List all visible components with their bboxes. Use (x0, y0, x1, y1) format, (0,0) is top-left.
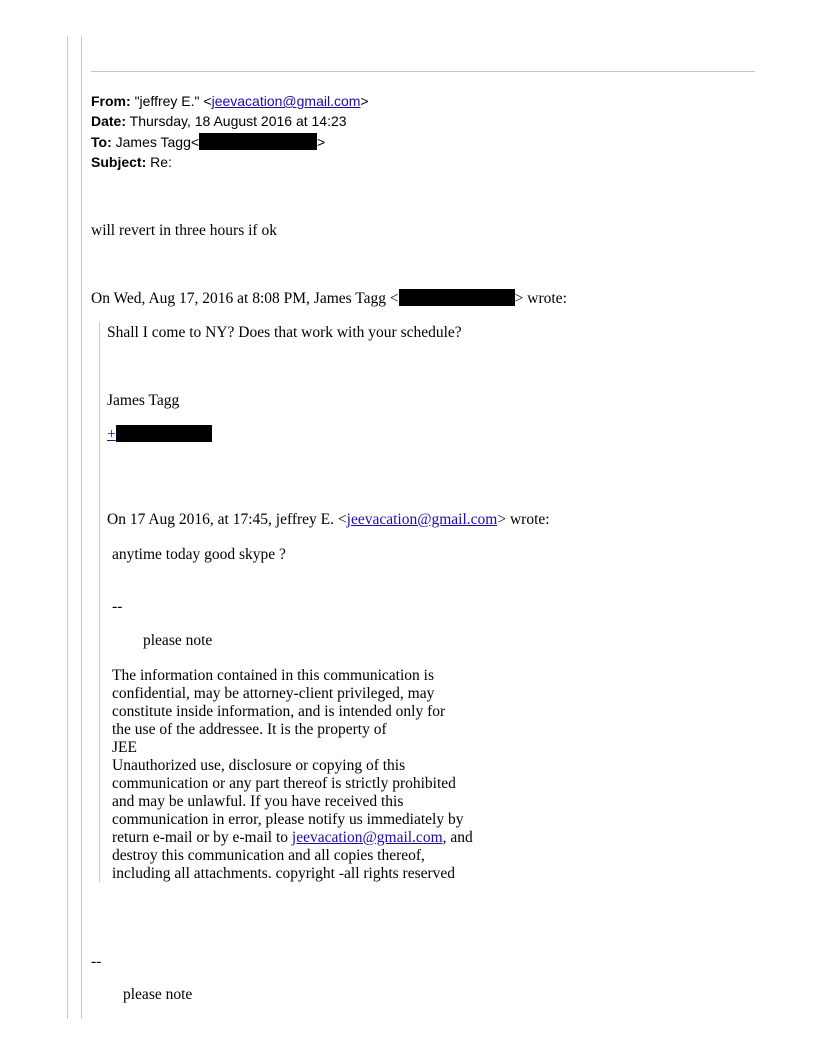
please-note: please note (143, 632, 213, 649)
from-line: From: "jeffrey E." <jeevacation@gmail.com> (91, 93, 369, 109)
phone-link[interactable]: + (107, 426, 116, 443)
date-line (91, 112, 347, 130)
subject-label: Subject: (91, 154, 147, 170)
quote2-email-link[interactable]: jeevacation@gmail.com (346, 511, 498, 528)
disclaimer (112, 667, 473, 883)
disclaimer-line: including all attachments. copyright -all rights reserved (112, 865, 456, 882)
disclaimer-line: the use of the addressee. It is the property of (112, 721, 387, 738)
disclaimer-line: confidential, may be attorney-client privileged, may (112, 685, 435, 702)
quote2-intro-after: > wrote: (497, 511, 550, 528)
reply-text: will revert in three hours if ok (91, 222, 277, 239)
disclaimer-email-link[interactable]: jeevacation@gmail.com (291, 829, 443, 846)
disclaimer-line: JEE (112, 739, 137, 756)
disclaimer-line: Unauthorized use, disclosure or copying of this (112, 757, 406, 774)
subject-value: Re: (150, 154, 172, 170)
quote-bar (99, 322, 100, 882)
disclaimer-line: destroy this communication and all copies thereof, (112, 847, 425, 864)
disclaimer-line: constitute inside information, and is intended only for (112, 703, 446, 720)
disclaimer-line: communication in error, please notify us immediately by (112, 811, 464, 828)
margin-line-left (67, 36, 68, 1019)
quote1-intro-after: > wrote: (514, 290, 567, 307)
footer-dash: -- (91, 953, 102, 970)
quote1-intro (91, 289, 567, 308)
quote2-text: anytime today good skype ? (112, 546, 286, 563)
redaction-bar (399, 289, 515, 306)
disclaimer-line10-after: , and (442, 829, 473, 846)
redaction-bar (199, 133, 317, 150)
from-label: From: (91, 93, 131, 109)
header-divider (91, 71, 755, 72)
to-name: James Tagg (115, 134, 191, 150)
quote1-text: Shall I come to NY? Does that work with your schedule? (107, 324, 462, 341)
disclaimer-line: and may be unlawful. If you have received this (112, 793, 404, 810)
disclaimer-line: communication or any part thereof is strictly prohibited (112, 775, 456, 792)
redaction-bar (116, 425, 212, 442)
quote2-intro (107, 511, 550, 529)
to-line: To: James Tagg< > (91, 134, 326, 150)
disclaimer-line (112, 829, 473, 847)
margin-line-right (81, 36, 82, 1019)
from-name: "jeffrey E." (134, 93, 200, 109)
date-label: Date: (91, 113, 127, 129)
signature-name: James Tagg (107, 392, 180, 409)
subject-line (91, 153, 172, 171)
signature-dash: -- (112, 598, 123, 615)
disclaimer-line: The information contained in this communication is (112, 667, 434, 684)
disclaimer-line10-before: return e-mail or by e-mail to (112, 829, 292, 846)
from-email-link[interactable]: jeevacation@gmail.com (211, 93, 361, 109)
quote2-intro-before: On 17 Aug 2016, at 17:45, jeffrey E. < (107, 511, 347, 528)
to-label: To: (91, 134, 112, 150)
date-value: Thursday, 18 August 2016 at 14:23 (129, 113, 347, 129)
quote1-intro-before: On Wed, Aug 17, 2016 at 8:08 PM, James Tagg < (91, 290, 399, 307)
footer-please-note: please note (123, 986, 193, 1003)
phone-line (107, 425, 212, 444)
